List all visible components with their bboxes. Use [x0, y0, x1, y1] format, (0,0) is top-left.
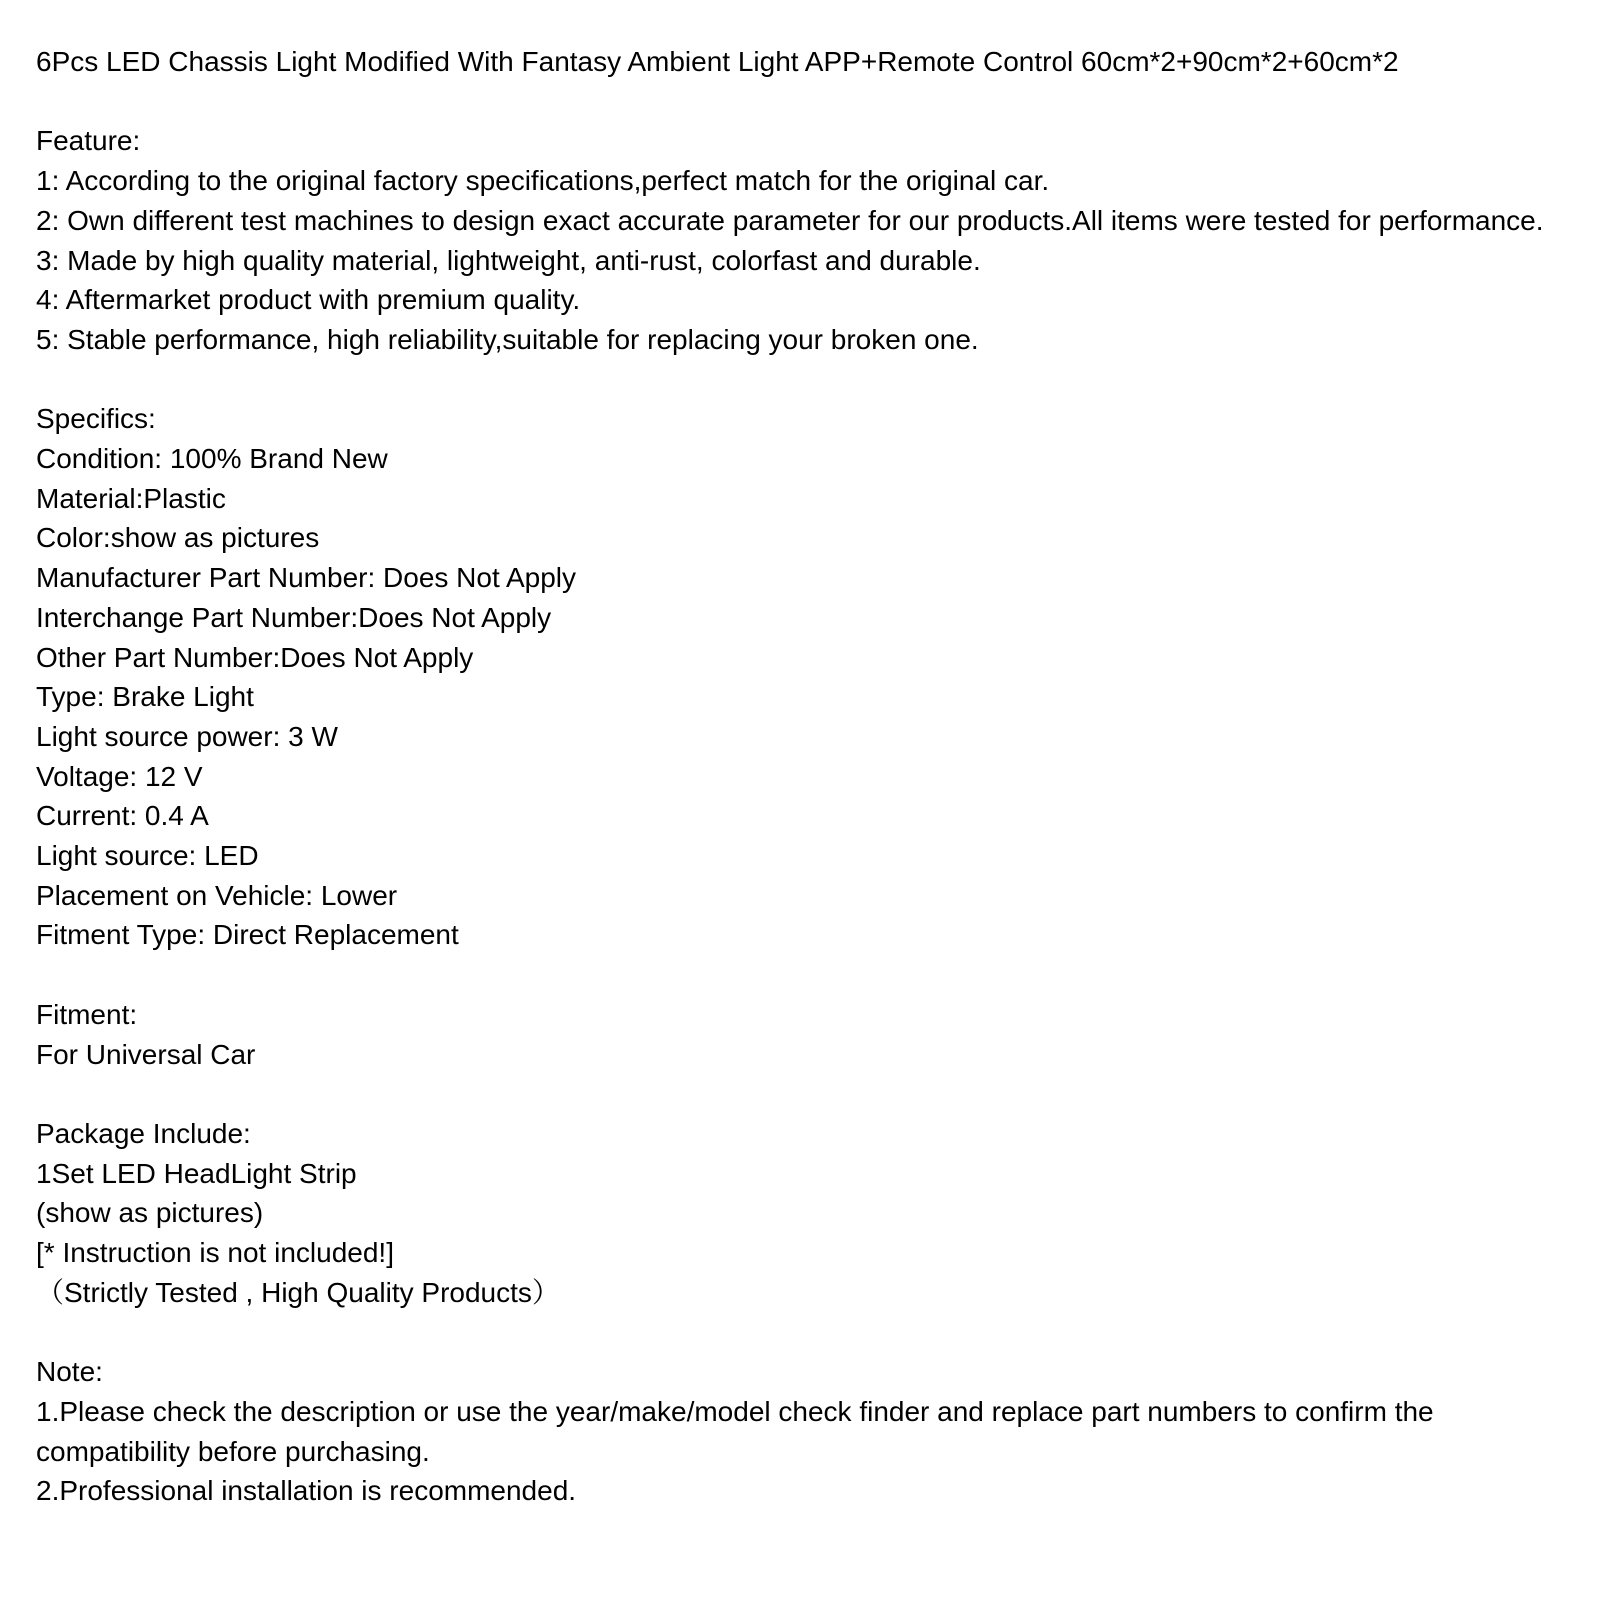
fitment-item: For Universal Car: [36, 1038, 256, 1070]
feature-item: 5: Stable performance, high reliability,suitable for replacing your broken one.: [36, 323, 979, 355]
blank-line: [36, 82, 1564, 122]
feature-item: 2: Own different test machines to design exact accurate parameter for our products.All items were tested for performance.: [36, 204, 1544, 236]
section-fitment: [36, 995, 1564, 1074]
package-item: [* Instruction is not included!]: [36, 1237, 394, 1269]
note-item: 1.Please check the description or use the year/make/model check finder and replace part numbers to confirm the compatibility before purchasing.: [36, 1395, 1434, 1467]
feature-item: 4: Aftermarket product with premium quality.: [36, 284, 581, 316]
section-package: [36, 1114, 1564, 1313]
section-specifics: [36, 399, 1564, 955]
feature-item: 3: Made by high quality material, lightweight, anti-rust, colorfast and durable.: [36, 244, 981, 276]
section-heading: Package Include:: [36, 1117, 251, 1149]
section-heading: Note:: [36, 1356, 103, 1388]
product-title: 6Pcs LED Chassis Light Modified With Fantasy Ambient Light APP+Remote Control 60cm*2+90cm*2+60cm*2: [36, 46, 1399, 77]
spec-row: Color:show as pictures: [36, 522, 320, 554]
package-item: 1Set LED HeadLight Strip: [36, 1157, 357, 1189]
spec-row: Placement on Vehicle: Lower: [36, 879, 398, 911]
blank-line: [36, 360, 1564, 400]
section-heading: Feature:: [36, 125, 141, 157]
spec-row: Condition: 100% Brand New: [36, 443, 388, 474]
blank-line: [36, 1074, 1564, 1114]
package-item: (show as pictures): [36, 1197, 264, 1229]
section-heading: Fitment:: [36, 998, 138, 1030]
spec-row: Current: 0.4 A: [36, 800, 209, 832]
spec-row: Type: Brake Light: [36, 681, 254, 713]
spec-row: Other Part Number:Does Not Apply: [36, 641, 474, 673]
blank-line: [36, 1312, 1564, 1352]
spec-row: Light source: LED: [36, 840, 259, 872]
feature-item: 1: According to the original factory specifications,perfect match for the original car.: [36, 165, 1050, 197]
note-item: 2.Professional installation is recommended.: [36, 1475, 577, 1507]
spec-row: Voltage: 12 V: [36, 760, 203, 792]
spec-row: Material:Plastic: [36, 482, 226, 514]
section-heading: Specifics:: [36, 403, 156, 435]
spec-row: Manufacturer Part Number: Does Not Apply: [36, 562, 577, 594]
section-feature: [36, 121, 1564, 359]
spec-row: Interchange Part Number:Does Not Apply: [36, 601, 552, 633]
blank-line: [36, 955, 1564, 995]
spec-row: Light source power: 3 W: [36, 720, 338, 752]
section-note: [36, 1352, 1564, 1511]
spec-row: Fitment Type: Direct Replacement: [36, 919, 459, 951]
package-item: （Strictly Tested , High Quality Products）: [36, 1276, 560, 1308]
